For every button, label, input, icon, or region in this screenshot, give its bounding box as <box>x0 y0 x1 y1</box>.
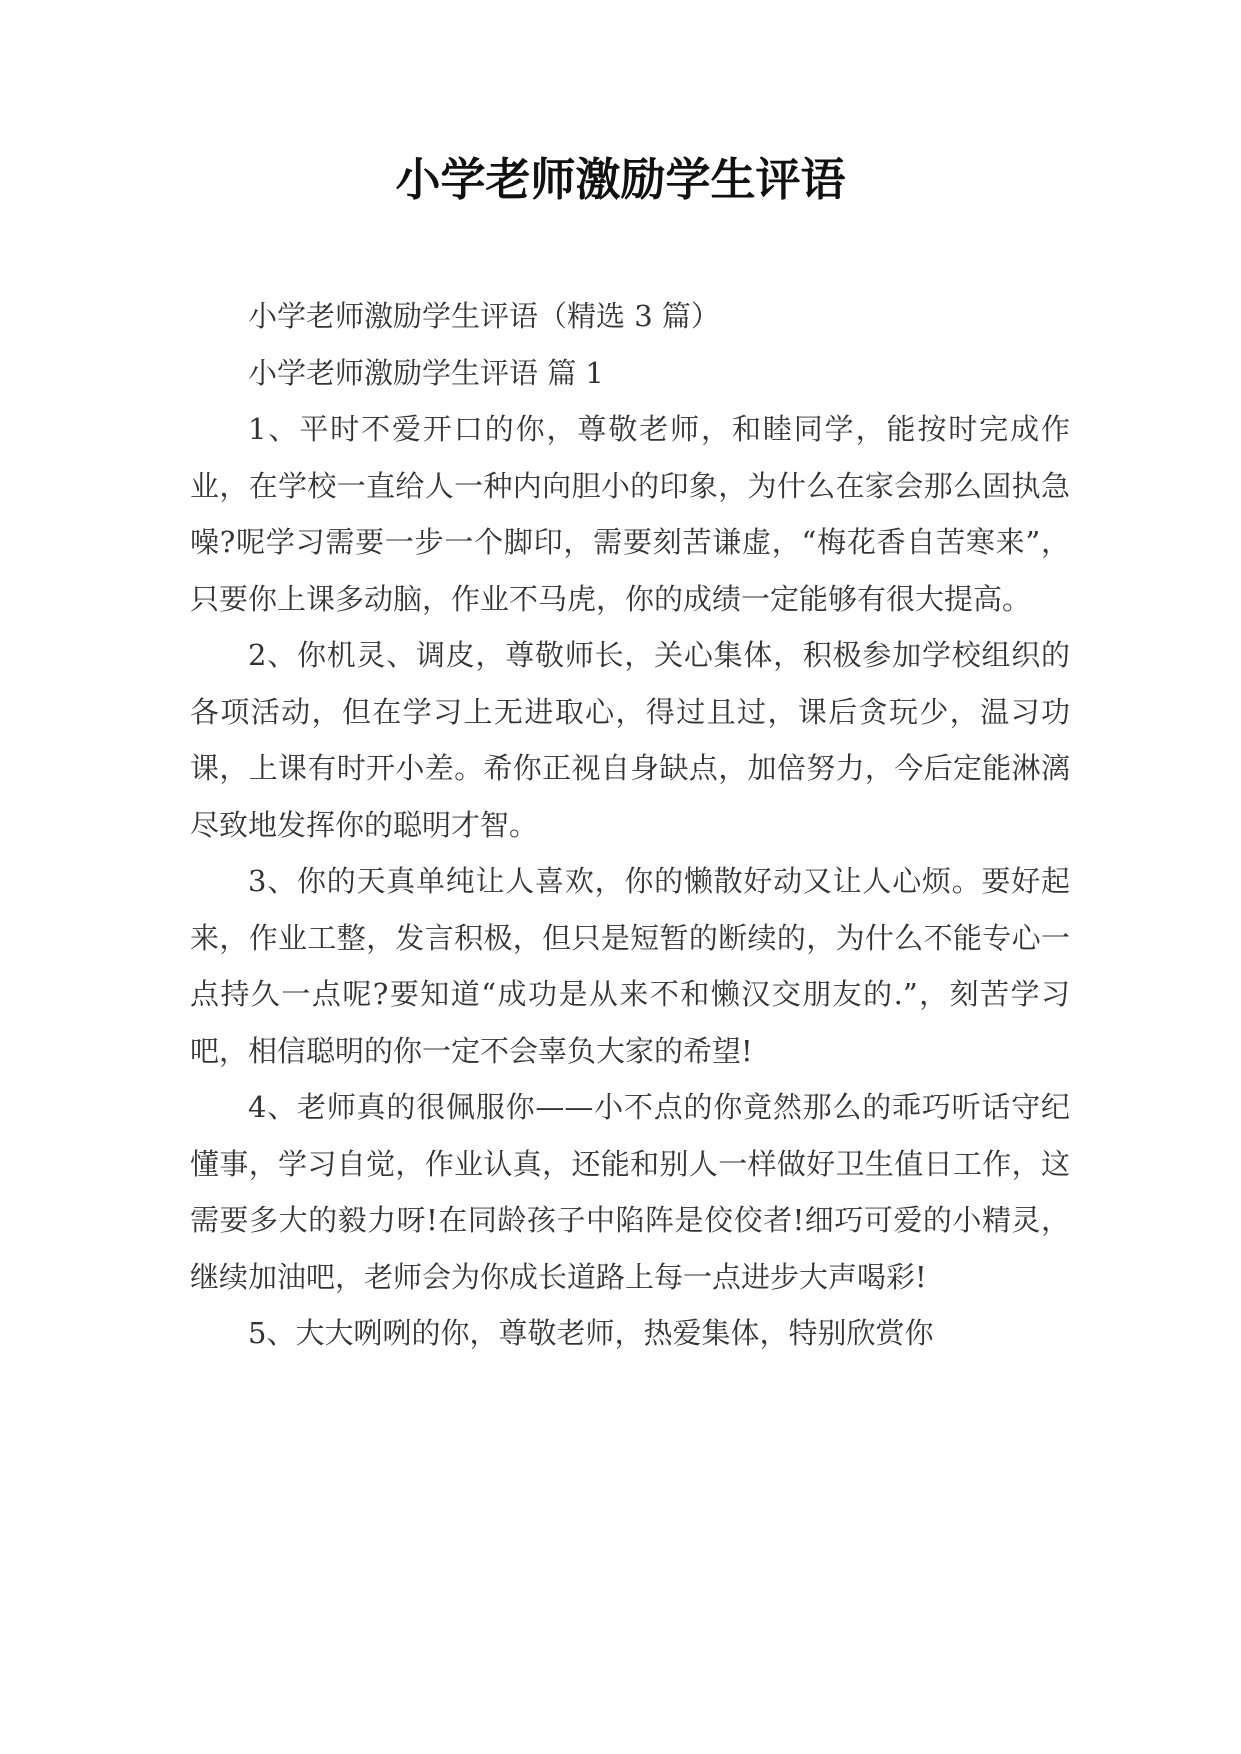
document-title: 小学老师激励学生评语 <box>395 153 846 206</box>
paragraph-1: 1、平时不爱开口的你，尊敬老师，和睦同学，能按时完成作业，在学校一直给人一种内向胆小的印象，为什么在家会那么固执急噪?呢学习需要一步一个脚印，需要刻苦谦虚，“梅花香自苦寒来”，只要你上课多动脑，作业不马虎，你的成绩一定能够有很大提高。 <box>190 412 1070 616</box>
document-subtitle: 小学老师激励学生评语（精选 3 篇） <box>248 299 720 333</box>
paragraph-2: 2、你机灵、调皮，尊敬师长，关心集体，积极参加学校组织的各项活动，但在学习上无进取心，得过且过，课后贪玩少，温习功课，上课有时开小差。希你正视自身缺点，加倍努力，今后定能淋漓尽致地发挥你的聪明才智。 <box>190 638 1070 842</box>
section-heading: 小学老师激励学生评语 篇 1 <box>248 355 604 390</box>
document-body <box>190 288 1070 1362</box>
paragraph-3: 3、你的天真单纯让人喜欢，你的懒散好动又让人心烦。要好起来，作业工整，发言积极，但只是短暂的断续的，为什么不能专心一点持久一点呢?要知道“成功是从来不和懒汉交朋友的.”，刻苦学习吧，相信聪明的你一定不会辜负大家的希望! <box>190 864 1070 1068</box>
paragraph-5: 5、大大咧咧的你，尊敬老师，热爱集体，特别欣赏你 <box>248 1316 934 1350</box>
paragraph-4: 4、老师真的很佩服你——小不点的你竟然那么的乖巧听话守纪懂事，学习自觉，作业认真，还能和别人一样做好卫生值日工作，这需要多大的毅力呀!在同龄孩子中陷阵是佼佼者!细巧可爱的小精灵，继续加油吧，老师会为你成长道路上每一点进步大声喝彩! <box>190 1090 1070 1294</box>
